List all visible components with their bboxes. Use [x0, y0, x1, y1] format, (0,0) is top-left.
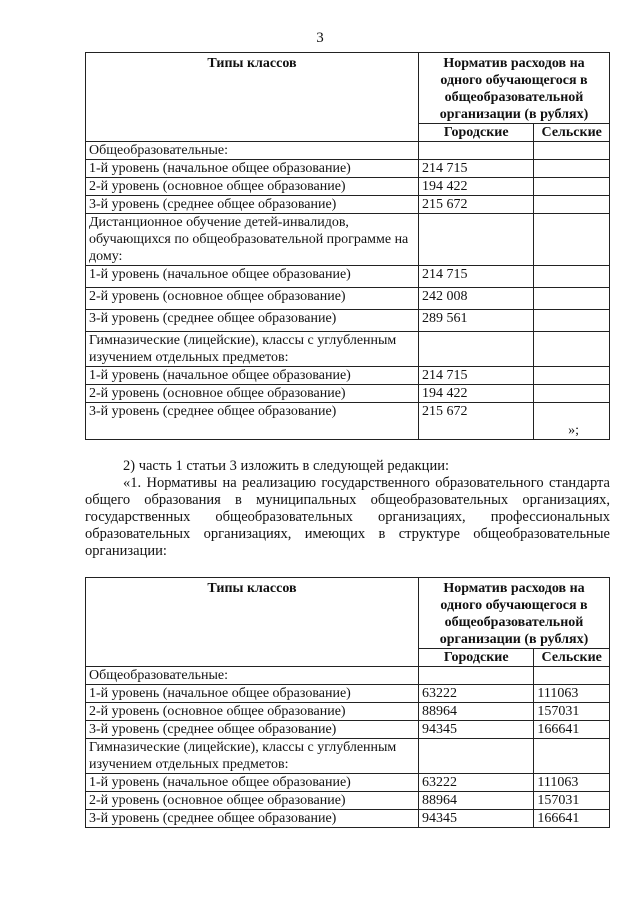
row-rural: 166641	[534, 810, 610, 828]
table-row	[86, 667, 610, 685]
header-rural: Сельские	[534, 649, 610, 667]
table-row	[86, 403, 610, 440]
header-types: Типы классов	[86, 578, 419, 667]
row-label: Гимназические (лицейские), классы с углубленным изучением отдельных предметов:	[86, 739, 419, 774]
table-row	[86, 310, 610, 332]
row-label: Общеобразовательные:	[86, 667, 419, 685]
norms-table-1	[85, 52, 610, 440]
row-rural: 111063	[534, 685, 610, 703]
table-row	[86, 367, 610, 385]
row-rural	[534, 178, 610, 196]
row-city: 194 422	[418, 178, 533, 196]
row-rural	[534, 332, 610, 367]
table-row	[86, 774, 610, 792]
table-row	[86, 332, 610, 367]
table-row	[86, 385, 610, 403]
row-label: 2-й уровень (основное общее образование)	[86, 288, 419, 310]
row-label: Дистанционное обучение детей-инвалидов, обучающихся по общеобразовательной программе на дому:	[86, 214, 419, 266]
header-types: Типы классов	[86, 53, 419, 142]
header-norm: Норматив расходов на одного обучающегося в общеобразовательной организации (в рублях)	[418, 53, 609, 124]
table-row	[86, 703, 610, 721]
row-label: Гимназические (лицейские), классы с углубленным изучением отдельных предметов:	[86, 332, 419, 367]
row-rural	[534, 160, 610, 178]
row-rural: 111063	[534, 774, 610, 792]
table-row	[86, 685, 610, 703]
table-row	[86, 142, 610, 160]
row-city	[418, 214, 533, 266]
row-rural: 166641	[534, 721, 610, 739]
closing-quote: »;	[534, 403, 610, 440]
table-row	[86, 721, 610, 739]
header-rural: Сельские	[534, 124, 610, 142]
table-row	[86, 739, 610, 774]
table-row	[86, 160, 610, 178]
row-city: 94345	[418, 721, 533, 739]
row-rural	[534, 739, 610, 774]
row-rural	[534, 196, 610, 214]
row-rural	[534, 288, 610, 310]
row-city	[418, 142, 533, 160]
row-label: 2-й уровень (основное общее образование)	[86, 792, 419, 810]
row-label: 1-й уровень (начальное общее образование)	[86, 685, 419, 703]
table-header-row	[86, 578, 610, 649]
norms-table-2	[85, 577, 610, 828]
row-city	[418, 332, 533, 367]
header-city: Городские	[418, 124, 533, 142]
table-row	[86, 288, 610, 310]
row-rural: 157031	[534, 792, 610, 810]
row-rural: 157031	[534, 703, 610, 721]
table-row	[86, 196, 610, 214]
table-row	[86, 178, 610, 196]
row-rural	[534, 310, 610, 332]
row-city: 215 672	[418, 403, 533, 440]
row-city: 63222	[418, 774, 533, 792]
row-rural	[534, 142, 610, 160]
row-rural	[534, 266, 610, 288]
row-label: 1-й уровень (начальное общее образование)	[86, 774, 419, 792]
row-label: 3-й уровень (среднее общее образование)	[86, 721, 419, 739]
row-label: 1-й уровень (начальное общее образование)	[86, 266, 419, 288]
row-city: 88964	[418, 792, 533, 810]
table-row	[86, 810, 610, 828]
page-number: 3	[316, 30, 324, 46]
row-rural	[534, 667, 610, 685]
row-city: 214 715	[418, 266, 533, 288]
row-label: 3-й уровень (среднее общее образование)	[86, 810, 419, 828]
row-label: 1-й уровень (начальное общее образование)	[86, 160, 419, 178]
row-label: 3-й уровень (среднее общее образование)	[86, 310, 419, 332]
row-city: 194 422	[418, 385, 533, 403]
header-city: Городские	[418, 649, 533, 667]
row-rural	[534, 214, 610, 266]
row-label: Общеобразовательные:	[86, 142, 419, 160]
row-city: 215 672	[418, 196, 533, 214]
table-row	[86, 214, 610, 266]
table-header-row	[86, 53, 610, 124]
header-norm: Норматив расходов на одного обучающегося в общеобразовательной организации (в рублях)	[418, 578, 609, 649]
amendment-item: 2) часть 1 статьи 3 изложить в следующей редакции:	[123, 458, 449, 474]
amendment-body: «1. Нормативы на реализацию государственного образовательного стандарта общего образования в муниципальных общеобразовательных организациях, государственных общеобразовательных организациях, профессиональных образовательных организациях, имеющих в структуре общеобразовательные организации:	[85, 475, 610, 559]
row-label: 3-й уровень (среднее общее образование)	[86, 196, 419, 214]
row-label: 2-й уровень (основное общее образование)	[86, 385, 419, 403]
table-row	[86, 266, 610, 288]
table-row	[86, 792, 610, 810]
row-city: 214 715	[418, 367, 533, 385]
row-rural	[534, 385, 610, 403]
row-city: 88964	[418, 703, 533, 721]
row-city: 242 008	[418, 288, 533, 310]
row-city: 289 561	[418, 310, 533, 332]
row-label: 3-й уровень (среднее общее образование)	[86, 403, 419, 440]
row-rural	[534, 367, 610, 385]
row-label: 1-й уровень (начальное общее образование)	[86, 367, 419, 385]
row-city: 214 715	[418, 160, 533, 178]
row-label: 2-й уровень (основное общее образование)	[86, 178, 419, 196]
row-city	[418, 739, 533, 774]
row-city: 63222	[418, 685, 533, 703]
row-city: 94345	[418, 810, 533, 828]
row-label: 2-й уровень (основное общее образование)	[86, 703, 419, 721]
row-city	[418, 667, 533, 685]
